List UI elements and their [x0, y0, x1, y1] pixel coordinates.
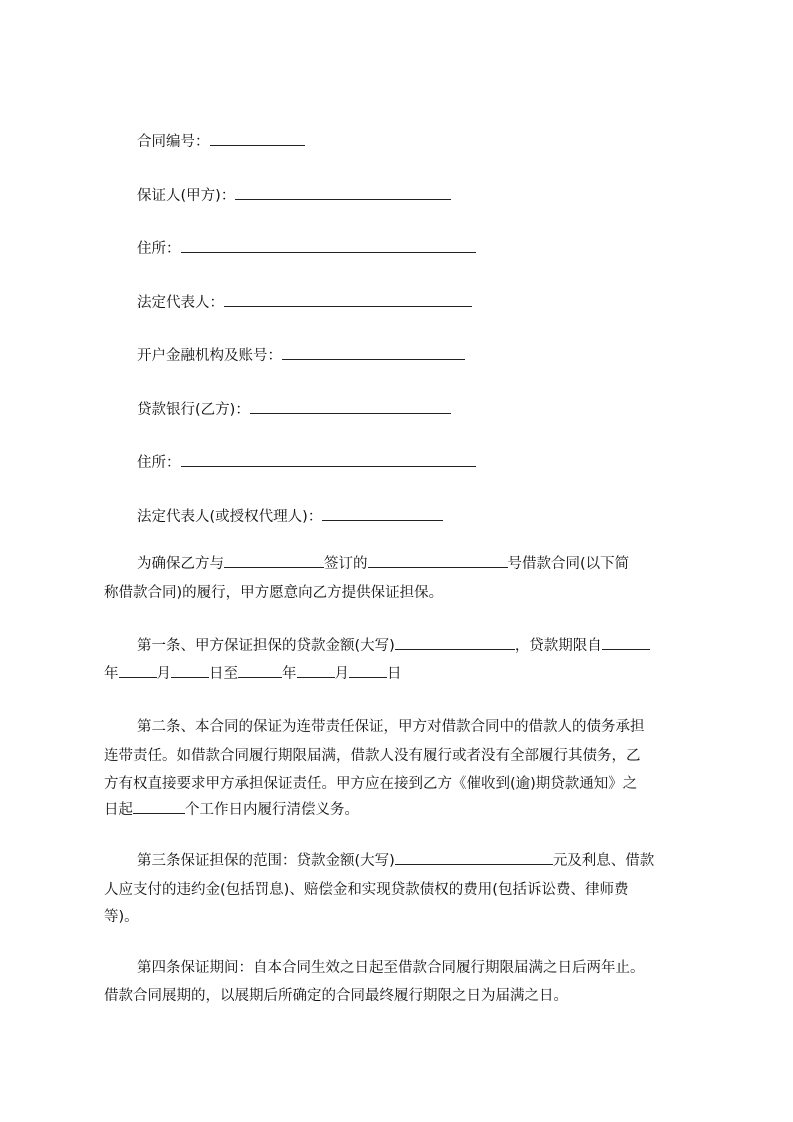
start-day-blank[interactable]: [171, 663, 209, 678]
article4-line-1: [137, 957, 645, 979]
contract-number-field: [137, 131, 305, 151]
article3-text-2: 人应支付的违约金(包括罚息)、赔偿金和实现贷款债权的费用(包括诉讼费、律师费: [104, 882, 629, 898]
article2-line-2: [104, 745, 641, 767]
guarantor-blank[interactable]: [235, 185, 451, 200]
day-to-label: 日至: [209, 666, 238, 682]
article3-text-1a: 第三条保证担保的范围：贷款金额(大写): [137, 853, 395, 869]
lender-field: [137, 399, 451, 419]
guarantor-label: 保证人(甲方)：: [137, 188, 236, 204]
end-month-blank[interactable]: [297, 663, 335, 678]
article2-line-3: [104, 773, 637, 795]
article4-text-1: 第四条保证期间：自本合同生效之日起至借款合同履行期限届满之日后两年止。: [137, 960, 645, 976]
contract-number-blank[interactable]: [210, 131, 305, 146]
lender-rep-field: [137, 506, 443, 526]
guarantee-amount-blank[interactable]: [395, 850, 553, 865]
working-days-blank[interactable]: [133, 799, 185, 814]
preamble-text-2: 签订的: [324, 556, 368, 572]
month-label-1: 月: [156, 666, 171, 682]
lender-address-field: [137, 452, 476, 472]
day-label: 日: [387, 666, 402, 682]
month-label-2: 月: [334, 666, 349, 682]
start-month-blank[interactable]: [119, 663, 157, 678]
article3-text-1b: 元及利息、借款: [552, 853, 655, 869]
article3-text-3: 等)。: [104, 909, 139, 925]
lender-address-label: 住所：: [137, 455, 181, 471]
article4-text-2: 借款合同展期的，以展期后所确定的合同最终履行期限之日为届满之日。: [104, 988, 568, 1004]
preamble-text-4: 称借款合同)的履行，甲方愿意向乙方提供保证担保。: [104, 585, 444, 601]
year-label-2: 年: [282, 666, 297, 682]
bank-account-label: 开户金融机构及账号：: [137, 348, 282, 364]
article1-text-b: ，贷款期限自: [514, 638, 602, 654]
lender-rep-blank[interactable]: [322, 506, 443, 521]
start-year-blank[interactable]: [602, 635, 650, 650]
guarantor-address-field: [137, 238, 476, 258]
preamble-blank-1[interactable]: [224, 553, 324, 568]
preamble-text-3: 号借款合同(以下简: [507, 556, 630, 572]
lender-blank[interactable]: [250, 399, 451, 414]
article2-line-1: [137, 716, 645, 738]
year-label-1: 年: [104, 666, 119, 682]
guarantor-rep-blank[interactable]: [224, 292, 472, 307]
article2-text-4a: 日起: [104, 802, 133, 818]
article2-text-1: 第二条、本合同的保证为连带责任保证，甲方对借款合同中的借款人的债务承担: [137, 719, 645, 735]
article3-line-1: [137, 850, 654, 872]
article2-text-3: 方有权直接要求甲方承担保证责任。甲方应在接到乙方《催收到(逾)期贷款通知》之: [104, 776, 638, 792]
article4-line-2: [104, 985, 568, 1007]
article3-line-3: [104, 906, 139, 928]
lender-rep-label: 法定代表人(或授权代理人)：: [137, 509, 323, 525]
loan-amount-blank[interactable]: [395, 635, 515, 650]
guarantor-rep-label: 法定代表人：: [137, 295, 224, 311]
lender-address-blank[interactable]: [181, 452, 476, 467]
article3-line-2: [104, 879, 628, 901]
article2-text-4b: 个工作日内履行清偿义务。: [185, 802, 359, 818]
guarantor-field: [137, 185, 451, 205]
guarantor-address-blank[interactable]: [181, 238, 476, 253]
preamble-blank-2[interactable]: [368, 553, 508, 568]
bank-account-blank[interactable]: [282, 345, 465, 360]
guarantor-address-label: 住所：: [137, 241, 181, 257]
bank-account-field: [137, 345, 465, 365]
preamble-line-2: [104, 582, 443, 604]
article2-text-2: 连带责任。如借款合同履行期限届满，借款人没有履行或者没有全部履行其债务，乙: [104, 748, 641, 764]
preamble-text-1: 为确保乙方与: [137, 556, 224, 572]
lender-label: 贷款银行(乙方)：: [137, 402, 250, 418]
article1-line-2: [104, 663, 402, 685]
contract-number-label: 合同编号：: [137, 134, 210, 150]
article2-line-4: [104, 799, 359, 821]
end-day-blank[interactable]: [349, 663, 387, 678]
preamble-line-1: [137, 553, 629, 575]
article1-text-a: 第一条、甲方保证担保的贷款金额(大写): [137, 638, 395, 654]
end-year-blank[interactable]: [238, 663, 282, 678]
guarantor-rep-field: [137, 292, 472, 312]
article1-line-1: [137, 635, 650, 657]
